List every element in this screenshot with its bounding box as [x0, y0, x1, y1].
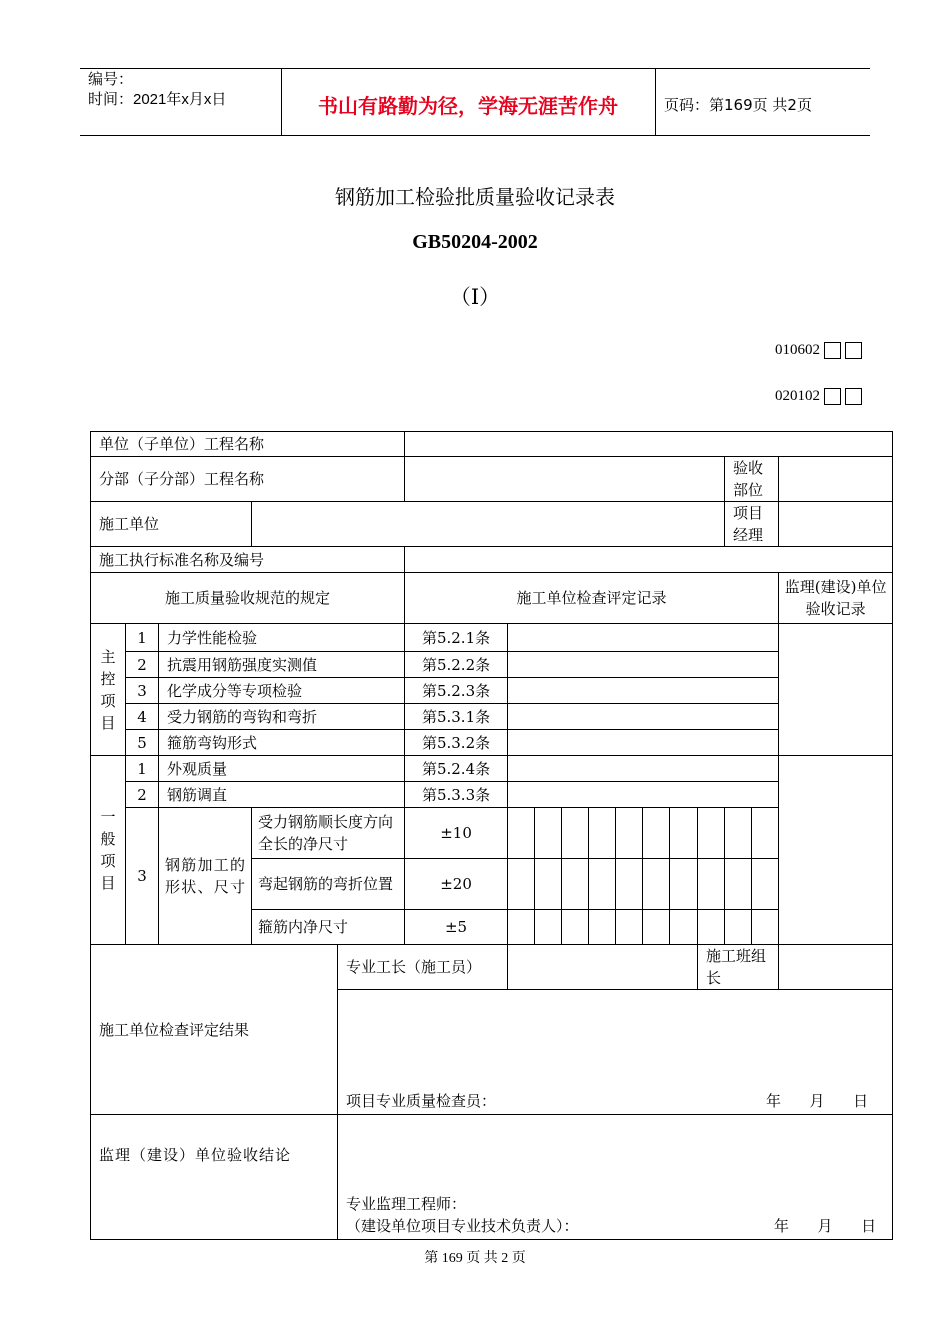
measure-cell[interactable] — [698, 859, 725, 910]
measure-cell[interactable] — [725, 859, 752, 910]
page-footer: 第 169 页 共 2 页 — [424, 1251, 526, 1266]
motto: 书山有路勤为径，学海无涯苦作舟 — [318, 94, 618, 118]
shape-item-name: 受力钢筋顺长度方向全长的净尺寸 — [252, 808, 405, 859]
foreman-field[interactable] — [508, 945, 698, 990]
measure-cell[interactable] — [643, 859, 670, 910]
header-bottom-rule — [80, 135, 870, 136]
code-value: 020102 — [775, 388, 820, 404]
measure-cell[interactable] — [508, 910, 535, 945]
check-result-field[interactable] — [338, 990, 893, 1115]
unit-name-label: 单位（子单位）工程名称 — [91, 432, 405, 457]
item-no: 5 — [126, 730, 159, 756]
measure-cell[interactable] — [535, 808, 562, 859]
measure-cell[interactable] — [643, 910, 670, 945]
measure-cell[interactable] — [616, 808, 643, 859]
measure-cell[interactable] — [562, 910, 589, 945]
measure-cell[interactable] — [670, 808, 698, 859]
standard-field[interactable] — [405, 547, 893, 573]
measure-cell[interactable] — [535, 859, 562, 910]
supervisor-label: 专业监理工程师： — [346, 1195, 467, 1213]
acceptance-part-field[interactable] — [779, 457, 893, 502]
measure-cell[interactable] — [698, 910, 725, 945]
measure-cell[interactable] — [589, 859, 616, 910]
measure-cell[interactable] — [670, 910, 698, 945]
measure-cell[interactable] — [752, 859, 779, 910]
team-leader-field[interactable] — [779, 945, 893, 990]
code-box[interactable] — [824, 342, 841, 359]
document-title: 钢筋加工检验批质量验收记录表 — [335, 185, 615, 209]
shape-group-label: 钢筋加工的形状、尺寸 — [159, 808, 252, 945]
construction-unit-label: 施工单位 — [91, 502, 252, 547]
code-box[interactable] — [824, 388, 841, 405]
item-clause: 第5.2.1条 — [405, 624, 508, 652]
measure-cell[interactable] — [535, 910, 562, 945]
code-box[interactable] — [845, 342, 862, 359]
shape-tolerance: ±10 — [405, 808, 508, 859]
measure-cell[interactable] — [508, 808, 535, 859]
header-meta — [88, 70, 226, 110]
measure-cell[interactable] — [589, 808, 616, 859]
measure-cell[interactable] — [508, 859, 535, 910]
date-label: 年 月 日 — [773, 1217, 877, 1235]
measure-cell[interactable] — [725, 910, 752, 945]
item-clause: 第5.3.3条 — [405, 782, 508, 808]
item-record-field[interactable] — [508, 704, 779, 730]
header-divider — [655, 68, 656, 136]
check-result-label: 施工单位检查评定结果 — [91, 945, 338, 1115]
code-value: 010602 — [775, 342, 820, 358]
header-top-rule — [80, 68, 870, 69]
owner-rep-label: （建设单位项目专业技术负责人）： — [346, 1217, 579, 1235]
item-clause: 第5.3.1条 — [405, 704, 508, 730]
foreman-label: 专业工长（施工员） — [338, 945, 508, 990]
item-record-field[interactable] — [508, 782, 779, 808]
item-name: 外观质量 — [159, 756, 405, 782]
supervision-conclusion-label: 监理（建设）单位验收结论 — [91, 1115, 338, 1240]
shape-tolerance: ±5 — [405, 910, 508, 945]
measure-cell[interactable] — [752, 808, 779, 859]
item-record-field[interactable] — [508, 678, 779, 704]
construction-unit-field[interactable] — [252, 502, 725, 547]
col-spec-header: 施工质量验收规范的规定 — [91, 573, 405, 624]
standard-label: 施工执行标准名称及编号 — [91, 547, 405, 573]
measure-cell[interactable] — [616, 859, 643, 910]
shape-item-name: 箍筋内净尺寸 — [252, 910, 405, 945]
item-clause: 第5.3.2条 — [405, 730, 508, 756]
item-no: 1 — [126, 756, 159, 782]
item-name: 化学成分等专项检验 — [159, 678, 405, 704]
code-box[interactable] — [845, 388, 862, 405]
part-number: （Ⅰ） — [449, 285, 501, 309]
measure-cell[interactable] — [562, 859, 589, 910]
measure-cell[interactable] — [616, 910, 643, 945]
item-no: 2 — [126, 782, 159, 808]
measure-cell[interactable] — [698, 808, 725, 859]
main-group-label: 主 控 项 目 — [91, 624, 126, 756]
item-no: 2 — [126, 652, 159, 678]
item-name: 箍筋弯钩形式 — [159, 730, 405, 756]
item-name: 钢筋调直 — [159, 782, 405, 808]
supervision-conclusion-field[interactable] — [338, 1115, 893, 1240]
unit-name-field[interactable] — [405, 432, 893, 457]
time-label: 时间：2021年x月x日 — [88, 91, 227, 108]
measure-cell[interactable] — [725, 808, 752, 859]
number-label: 编号： — [88, 71, 134, 88]
item-record-field[interactable] — [508, 624, 779, 652]
main-supervision-field[interactable] — [779, 624, 893, 756]
item-clause: 第5.2.4条 — [405, 756, 508, 782]
acceptance-part-label: 验收部位 — [725, 457, 779, 502]
measure-cell[interactable] — [589, 910, 616, 945]
code-line-2 — [775, 388, 862, 405]
date-label: 年 月 日 — [765, 1092, 869, 1110]
project-manager-field[interactable] — [779, 502, 893, 547]
team-leader-label: 施工班组长 — [698, 945, 779, 990]
standard-code: GB50204-2002 — [412, 231, 538, 253]
inspection-table — [90, 431, 893, 1240]
item-record-field[interactable] — [508, 652, 779, 678]
general-group-label: 一 般 项 目 — [91, 756, 126, 945]
measure-cell[interactable] — [752, 910, 779, 945]
item-clause: 第5.2.3条 — [405, 678, 508, 704]
item-no: 1 — [126, 624, 159, 652]
page-info: 页码：第169页 共2页 — [664, 96, 812, 114]
item-clause: 第5.2.2条 — [405, 652, 508, 678]
item-name: 抗震用钢筋强度实测值 — [159, 652, 405, 678]
item-name: 受力钢筋的弯钩和弯折 — [159, 704, 405, 730]
project-manager-label: 项目经理 — [725, 502, 779, 547]
item-no: 3 — [126, 678, 159, 704]
code-line-1 — [775, 342, 862, 359]
item-record-field[interactable] — [508, 756, 779, 782]
item-no: 4 — [126, 704, 159, 730]
shape-item-no: 3 — [126, 808, 159, 945]
division-name-label: 分部（子分部）工程名称 — [91, 457, 405, 502]
item-record-field[interactable] — [508, 730, 779, 756]
shape-tolerance: ±20 — [405, 859, 508, 910]
col-supervision-header: 监理(建设)单位验收记录 — [779, 573, 893, 624]
general-supervision-field[interactable] — [779, 756, 893, 945]
shape-item-name: 弯起钢筋的弯折位置 — [252, 859, 405, 910]
measure-cell[interactable] — [670, 859, 698, 910]
col-record-header: 施工单位检查评定记录 — [405, 573, 779, 624]
item-name: 力学性能检验 — [159, 624, 405, 652]
measure-cell[interactable] — [643, 808, 670, 859]
measure-cell[interactable] — [562, 808, 589, 859]
division-name-field[interactable] — [405, 457, 725, 502]
inspector-label: 项目专业质量检查员： — [346, 1092, 497, 1110]
